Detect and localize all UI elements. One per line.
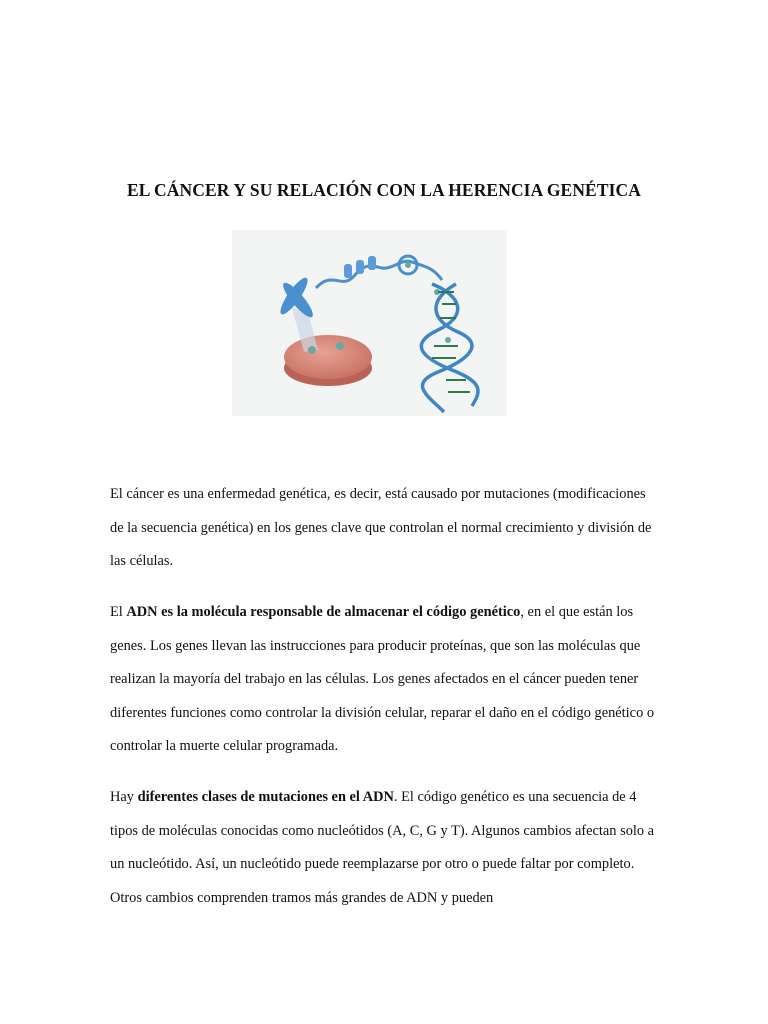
cell-chromosome-dna-icon: [232, 230, 507, 416]
paragraph-2-bold: ADN es la molécula responsable de almacenar el código genético: [126, 604, 521, 620]
paragraph-2-text-end: , en el que están los genes. Los genes llevan las instrucciones para producir proteínas, que son las moléculas que realizan la mayoría del trabajo en las células. Los genes afectados en el cáncer pueden tener diferentes funciones como controlar la división celular, reparar el daño en el código genético o controlar la muerte celular programada.: [110, 604, 655, 755]
paragraph-3-bold: diferentes clases de mutaciones en el ADN: [137, 789, 394, 805]
paragraph-3-text: Hay: [110, 789, 138, 805]
dna-illustration: [232, 230, 507, 416]
paragraph-1: [110, 478, 658, 579]
document-title: EL CÁNCER Y SU RELACIÓN CON LA HERENCIA GENÉTICA: [126, 179, 641, 200]
paragraph-3-text-end: . El código genético es una secuencia de 4 tipos de moléculas conocidas como nucleótidos (A, C, G y T). Algunos cambios afectan solo a un nucleótido. Así, un nucleótido puede reemplazarse por otro o puede faltar por completo. Otros cambios comprenden tramos más grandes de ADN y pueden: [110, 789, 655, 906]
paragraph-1-text: El cáncer es una enfermedad genética, es decir, está causado por mutaciones (modificaciones de la secuencia genética) en los genes clave que controlan el normal crecimiento y división de las células.: [110, 486, 652, 570]
paragraph-3: [110, 781, 658, 915]
paragraph-2: [110, 596, 658, 764]
paragraph-2-text: El: [110, 604, 127, 620]
